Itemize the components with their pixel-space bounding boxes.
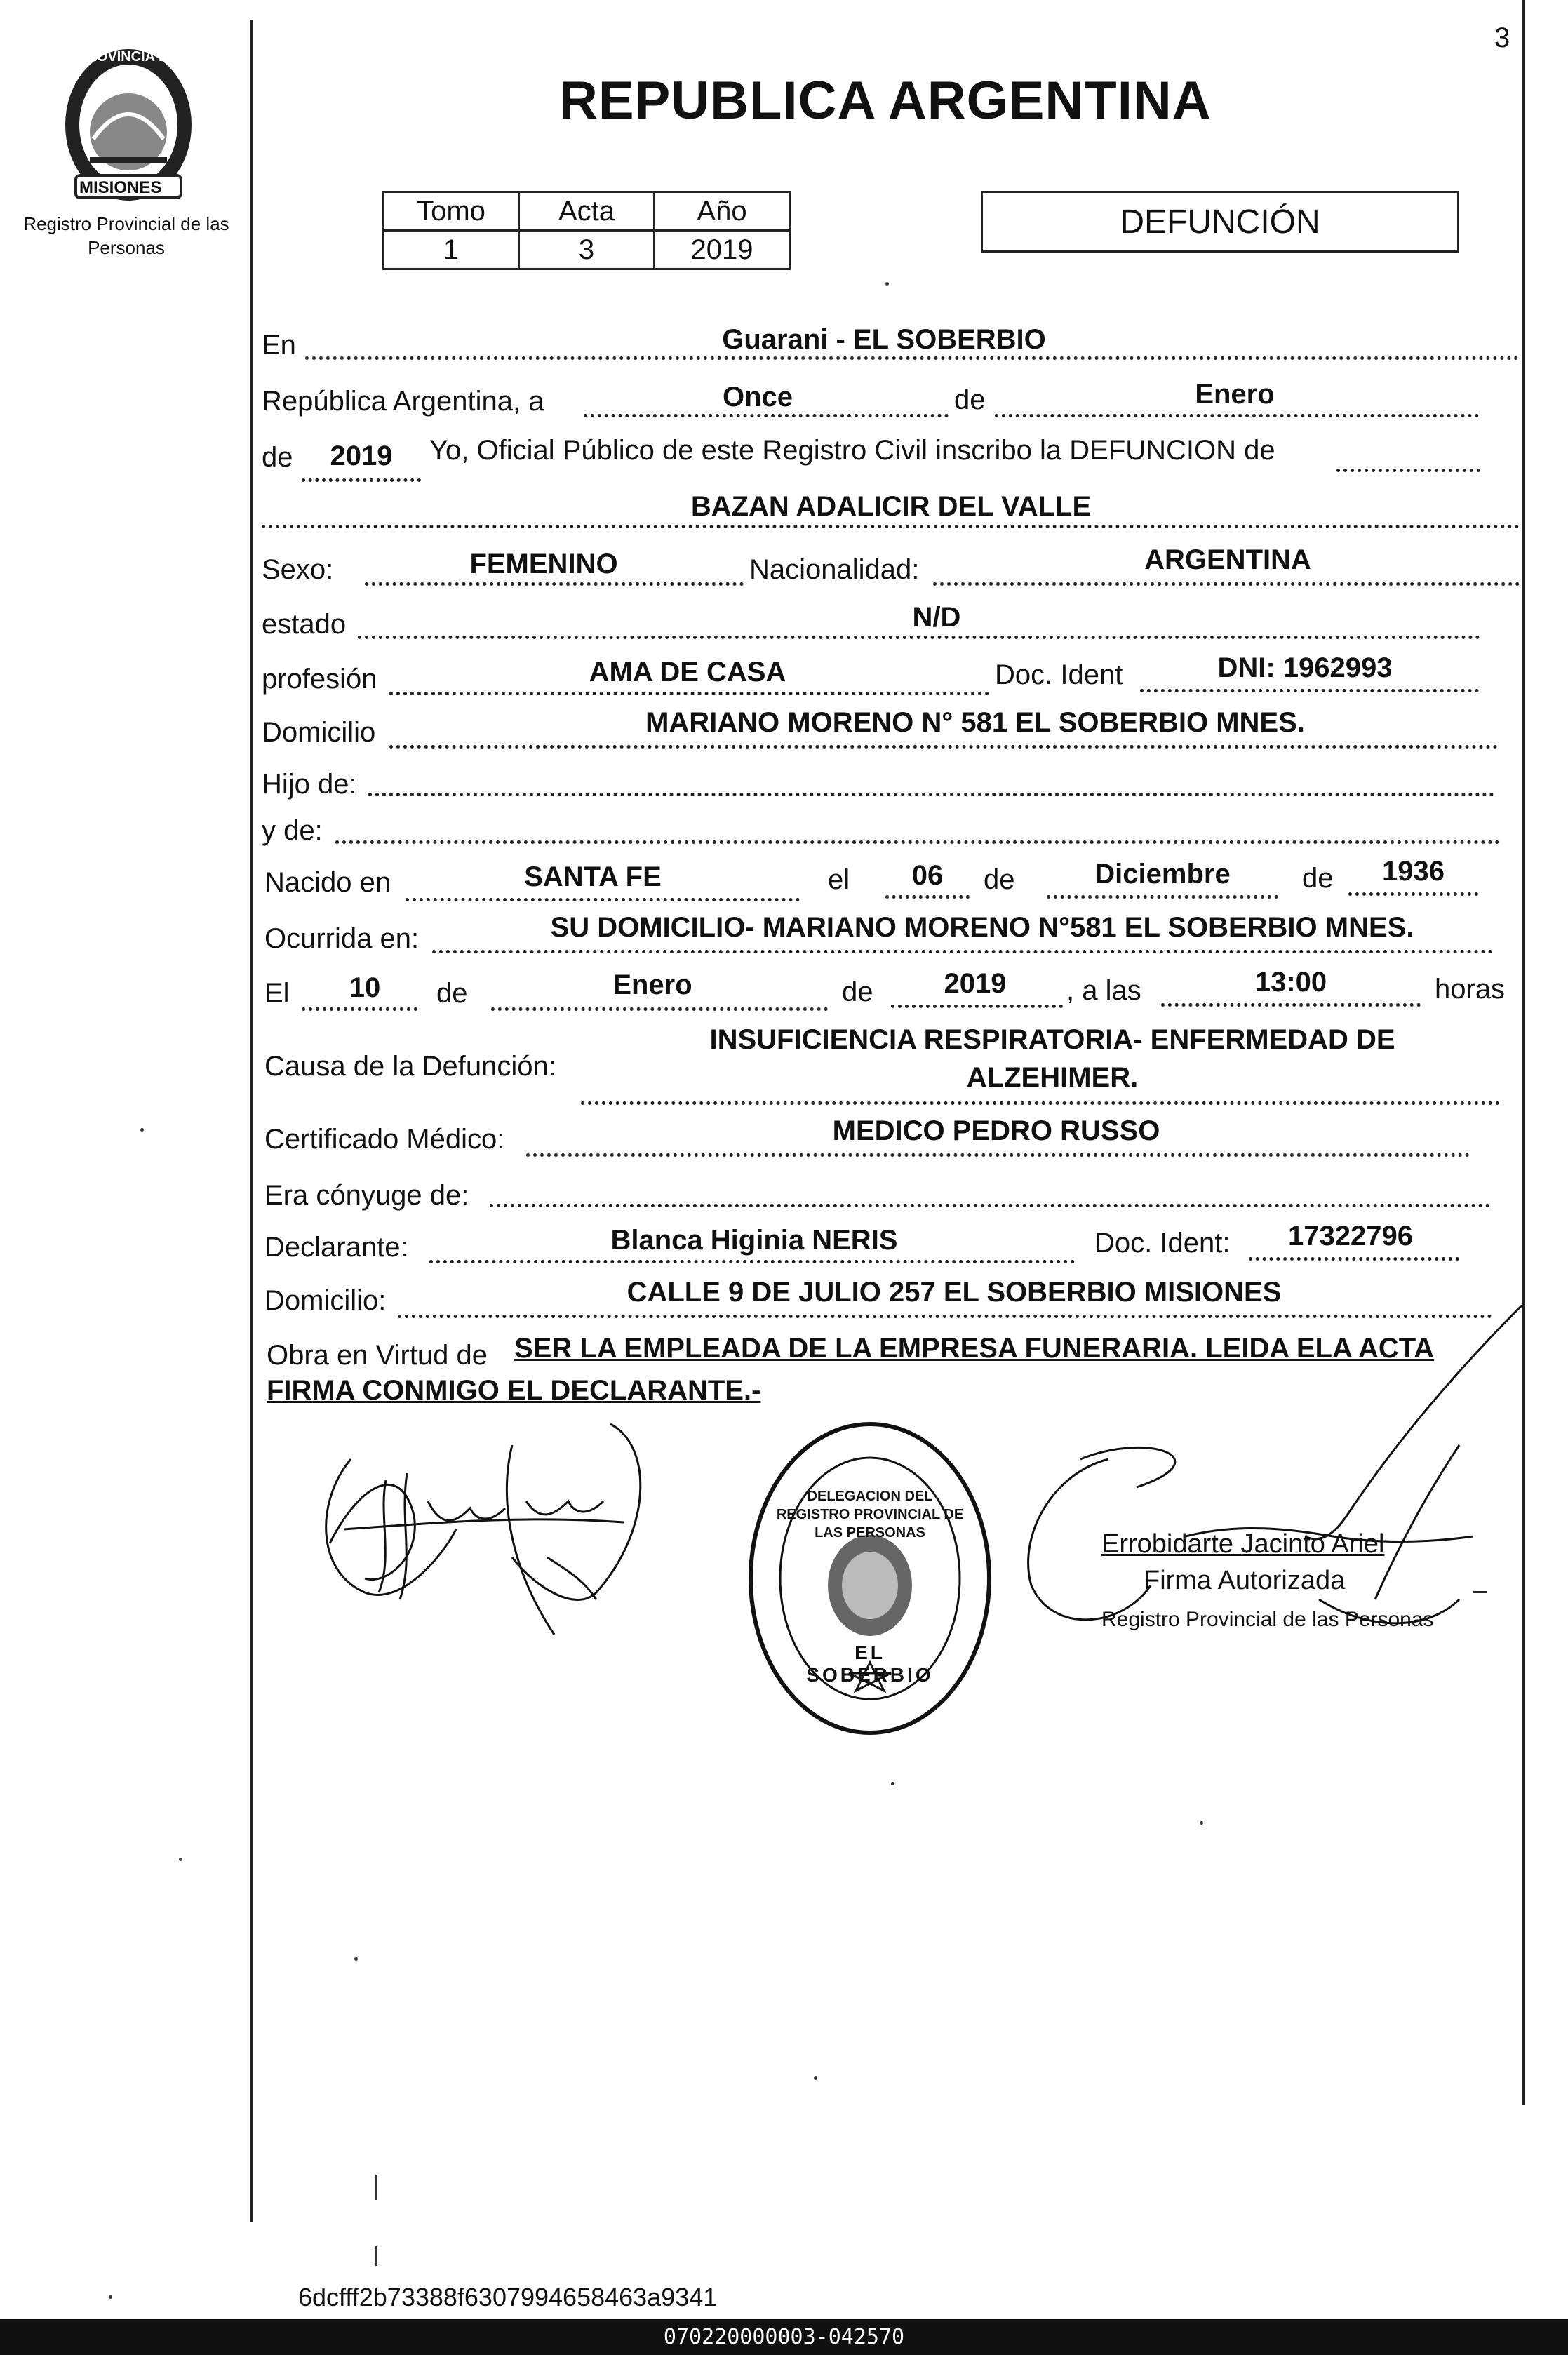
declarante-label: Declarante: xyxy=(264,1232,408,1263)
dots-causa xyxy=(581,1101,1500,1105)
barcode-number: 070220000003-042570 xyxy=(663,2325,905,2349)
scan-speck xyxy=(140,1128,144,1132)
doc-value: DNI: 1962993 xyxy=(1217,652,1393,683)
nacionalidad-value: ARGENTINA xyxy=(1144,544,1311,575)
scan-speck xyxy=(891,1782,894,1785)
el-label: el xyxy=(828,864,850,895)
stamp-center-text: EL SOBERBIO xyxy=(806,1642,934,1686)
dots-nacido-dia xyxy=(885,895,970,899)
header-acta: Acta xyxy=(519,192,655,231)
el2-label: El xyxy=(264,978,290,1009)
obra-line1: SER LA EMPLEADA DE LA EMPRESA FUNERARIA. LEIDA ELA ACTA xyxy=(514,1333,1435,1364)
scan-tick xyxy=(375,2246,377,2266)
nacionalidad-label: Nacionalidad: xyxy=(749,554,920,585)
record-table xyxy=(382,191,791,270)
def-anio-value: 2019 xyxy=(944,968,1007,999)
domicilio-value: MARIANO MORENO N° 581 EL SOBERBIO MNES. xyxy=(645,707,1305,738)
dots-year xyxy=(302,478,421,482)
ocurrida-label: Ocurrida en: xyxy=(264,923,420,954)
causa-line1: INSUFICIENCIA RESPIRATORIA- ENFERMEDAD DE xyxy=(709,1024,1395,1055)
place-value: Guarani - EL SOBERBIO xyxy=(722,324,1046,355)
dots-place xyxy=(305,356,1519,360)
dots-estado xyxy=(358,636,1480,639)
de6-label: de xyxy=(842,977,873,1007)
def-mes-value: Enero xyxy=(612,969,692,1000)
value-acta: 3 xyxy=(519,231,655,269)
registry-name: Registro Provincial de las Personas xyxy=(23,213,229,258)
ocurrida-value: SU DOMICILIO- MARIANO MORENO N°581 EL SOBERBIO MNES. xyxy=(550,912,1414,943)
domicilio-label: Domicilio xyxy=(262,717,376,748)
stamp-ring-text: DELEGACION DEL REGISTRO PROVINCIAL DE LAS PERSONAS xyxy=(776,1489,964,1541)
sexo-label: Sexo: xyxy=(262,554,334,585)
cert-value: MEDICO PEDRO RUSSO xyxy=(832,1115,1160,1146)
value-anio: 2019 xyxy=(655,231,790,269)
dots-doc2 xyxy=(1249,1257,1459,1261)
official-text: Yo, Oficial Público de este Registro Civil inscribo la DEFUNCION de xyxy=(429,435,1275,466)
nacido-label: Nacido en xyxy=(264,867,391,898)
day-value: Once xyxy=(722,382,793,412)
dots-conyuge xyxy=(490,1204,1490,1207)
dots-def-mes xyxy=(491,1007,828,1011)
dots-def-anio xyxy=(891,1005,1063,1008)
causa-label: Causa de la Defunción: xyxy=(264,1051,556,1082)
de4-label: de xyxy=(1302,863,1334,894)
header-tomo: Tomo xyxy=(384,192,519,231)
scan-tick xyxy=(375,2175,377,2200)
dots-nacionalidad xyxy=(933,582,1520,586)
dots-profesion xyxy=(389,692,989,695)
scan-speck xyxy=(109,2295,112,2299)
year-value: 2019 xyxy=(330,441,393,471)
declarant-signature xyxy=(302,1417,666,1642)
scan-speck xyxy=(814,2076,817,2080)
hijo-label: Hijo de: xyxy=(262,769,357,800)
scan-speck xyxy=(354,1957,358,1961)
horas-label: horas xyxy=(1435,974,1506,1005)
dots-def-hora xyxy=(1161,1003,1421,1007)
scan-speck xyxy=(1200,1821,1203,1825)
doc-label: Doc. Ident xyxy=(995,659,1123,690)
cert-label: Certificado Médico: xyxy=(264,1124,505,1155)
dots-domicilio xyxy=(389,745,1498,749)
dots-ocurrida xyxy=(432,950,1493,953)
month-value: Enero xyxy=(1195,379,1275,410)
officer-dash xyxy=(1473,1591,1487,1593)
left-border-line xyxy=(250,20,253,2222)
doc2-label: Doc. Ident: xyxy=(1094,1228,1231,1259)
dots-hijo xyxy=(368,793,1494,796)
estado-value: N/D xyxy=(912,602,961,633)
de1-label: de xyxy=(954,384,986,415)
dom2-value: CALLE 9 DE JULIO 257 EL SOBERBIO MISIONES xyxy=(626,1277,1282,1308)
causa-line2: ALZEHIMER. xyxy=(966,1062,1139,1093)
officer-role: Firma Autorizada xyxy=(1144,1566,1346,1595)
de2-label: de xyxy=(262,442,293,473)
dots-yde xyxy=(335,840,1500,844)
scan-speck xyxy=(885,282,889,286)
deceased-name: BAZAN ADALICIR DEL VALLE xyxy=(690,491,1092,522)
header-anio: Año xyxy=(655,192,790,231)
page-title: REPUBLICA ARGENTINA xyxy=(559,71,1212,130)
officer-registry: Registro Provincial de las Personas xyxy=(1101,1608,1434,1631)
dots-day xyxy=(584,414,949,417)
doc2-value: 17322796 xyxy=(1288,1221,1413,1252)
profesion-value: AMA DE CASA xyxy=(589,657,786,687)
scan-speck xyxy=(179,1858,182,1861)
dots-def-dia xyxy=(302,1007,417,1011)
barcode-strip xyxy=(0,2319,1568,2355)
value-tomo: 1 xyxy=(384,231,519,269)
def-hora-value: 13:00 xyxy=(1254,967,1327,998)
logo-text-top: PROVINCIA DE xyxy=(77,49,178,65)
nacido-mes-value: Diciembre xyxy=(1094,859,1231,890)
estado-label: estado xyxy=(262,609,347,640)
dots-name xyxy=(262,525,1520,528)
dots-nacido-anio xyxy=(1348,892,1478,896)
official-stamp xyxy=(744,1417,996,1740)
dots-official xyxy=(1336,469,1480,472)
en-label: En xyxy=(262,330,296,361)
logo-text-bottom: MISIONES xyxy=(79,178,162,197)
conyuge-label: Era cónyuge de: xyxy=(264,1180,469,1211)
nacido-anio-value: 1936 xyxy=(1382,856,1445,887)
yde-label: y de: xyxy=(262,815,323,846)
de3-label: de xyxy=(984,864,1015,895)
obra-line2: FIRMA CONMIGO EL DECLARANTE.- xyxy=(267,1375,761,1406)
rep-label: República Argentina, a xyxy=(262,386,544,417)
obra-label: Obra en Virtud de xyxy=(267,1340,488,1371)
right-border-line xyxy=(1522,0,1525,2105)
alas-label: , a las xyxy=(1066,975,1141,1006)
nacido-lugar-value: SANTA FE xyxy=(524,861,662,892)
de5-label: de xyxy=(436,978,468,1009)
nacido-dia-value: 06 xyxy=(911,860,944,891)
dots-nacido-lugar xyxy=(406,898,800,901)
dots-doc xyxy=(1140,689,1479,692)
page-number: 3 xyxy=(1494,22,1510,53)
dots-sexo xyxy=(365,582,744,586)
officer-name: Errobidarte Jacinto Ariel xyxy=(1101,1529,1385,1559)
sexo-value: FEMENINO xyxy=(469,549,618,579)
record-type-box: DEFUNCIÓN xyxy=(981,191,1459,253)
dots-declarante xyxy=(429,1260,1075,1263)
dots-nacido-mes xyxy=(1047,895,1278,899)
document-hash: 6dcfff2b73388f6307994658463a9341 xyxy=(298,2283,718,2312)
def-dia-value: 10 xyxy=(349,972,381,1003)
declarante-value: Blanca Higinia NERIS xyxy=(610,1225,898,1256)
profesion-label: profesión xyxy=(262,664,377,695)
dom2-label: Domicilio: xyxy=(264,1285,387,1316)
dots-month xyxy=(995,414,1479,417)
dots-cert xyxy=(526,1153,1470,1157)
